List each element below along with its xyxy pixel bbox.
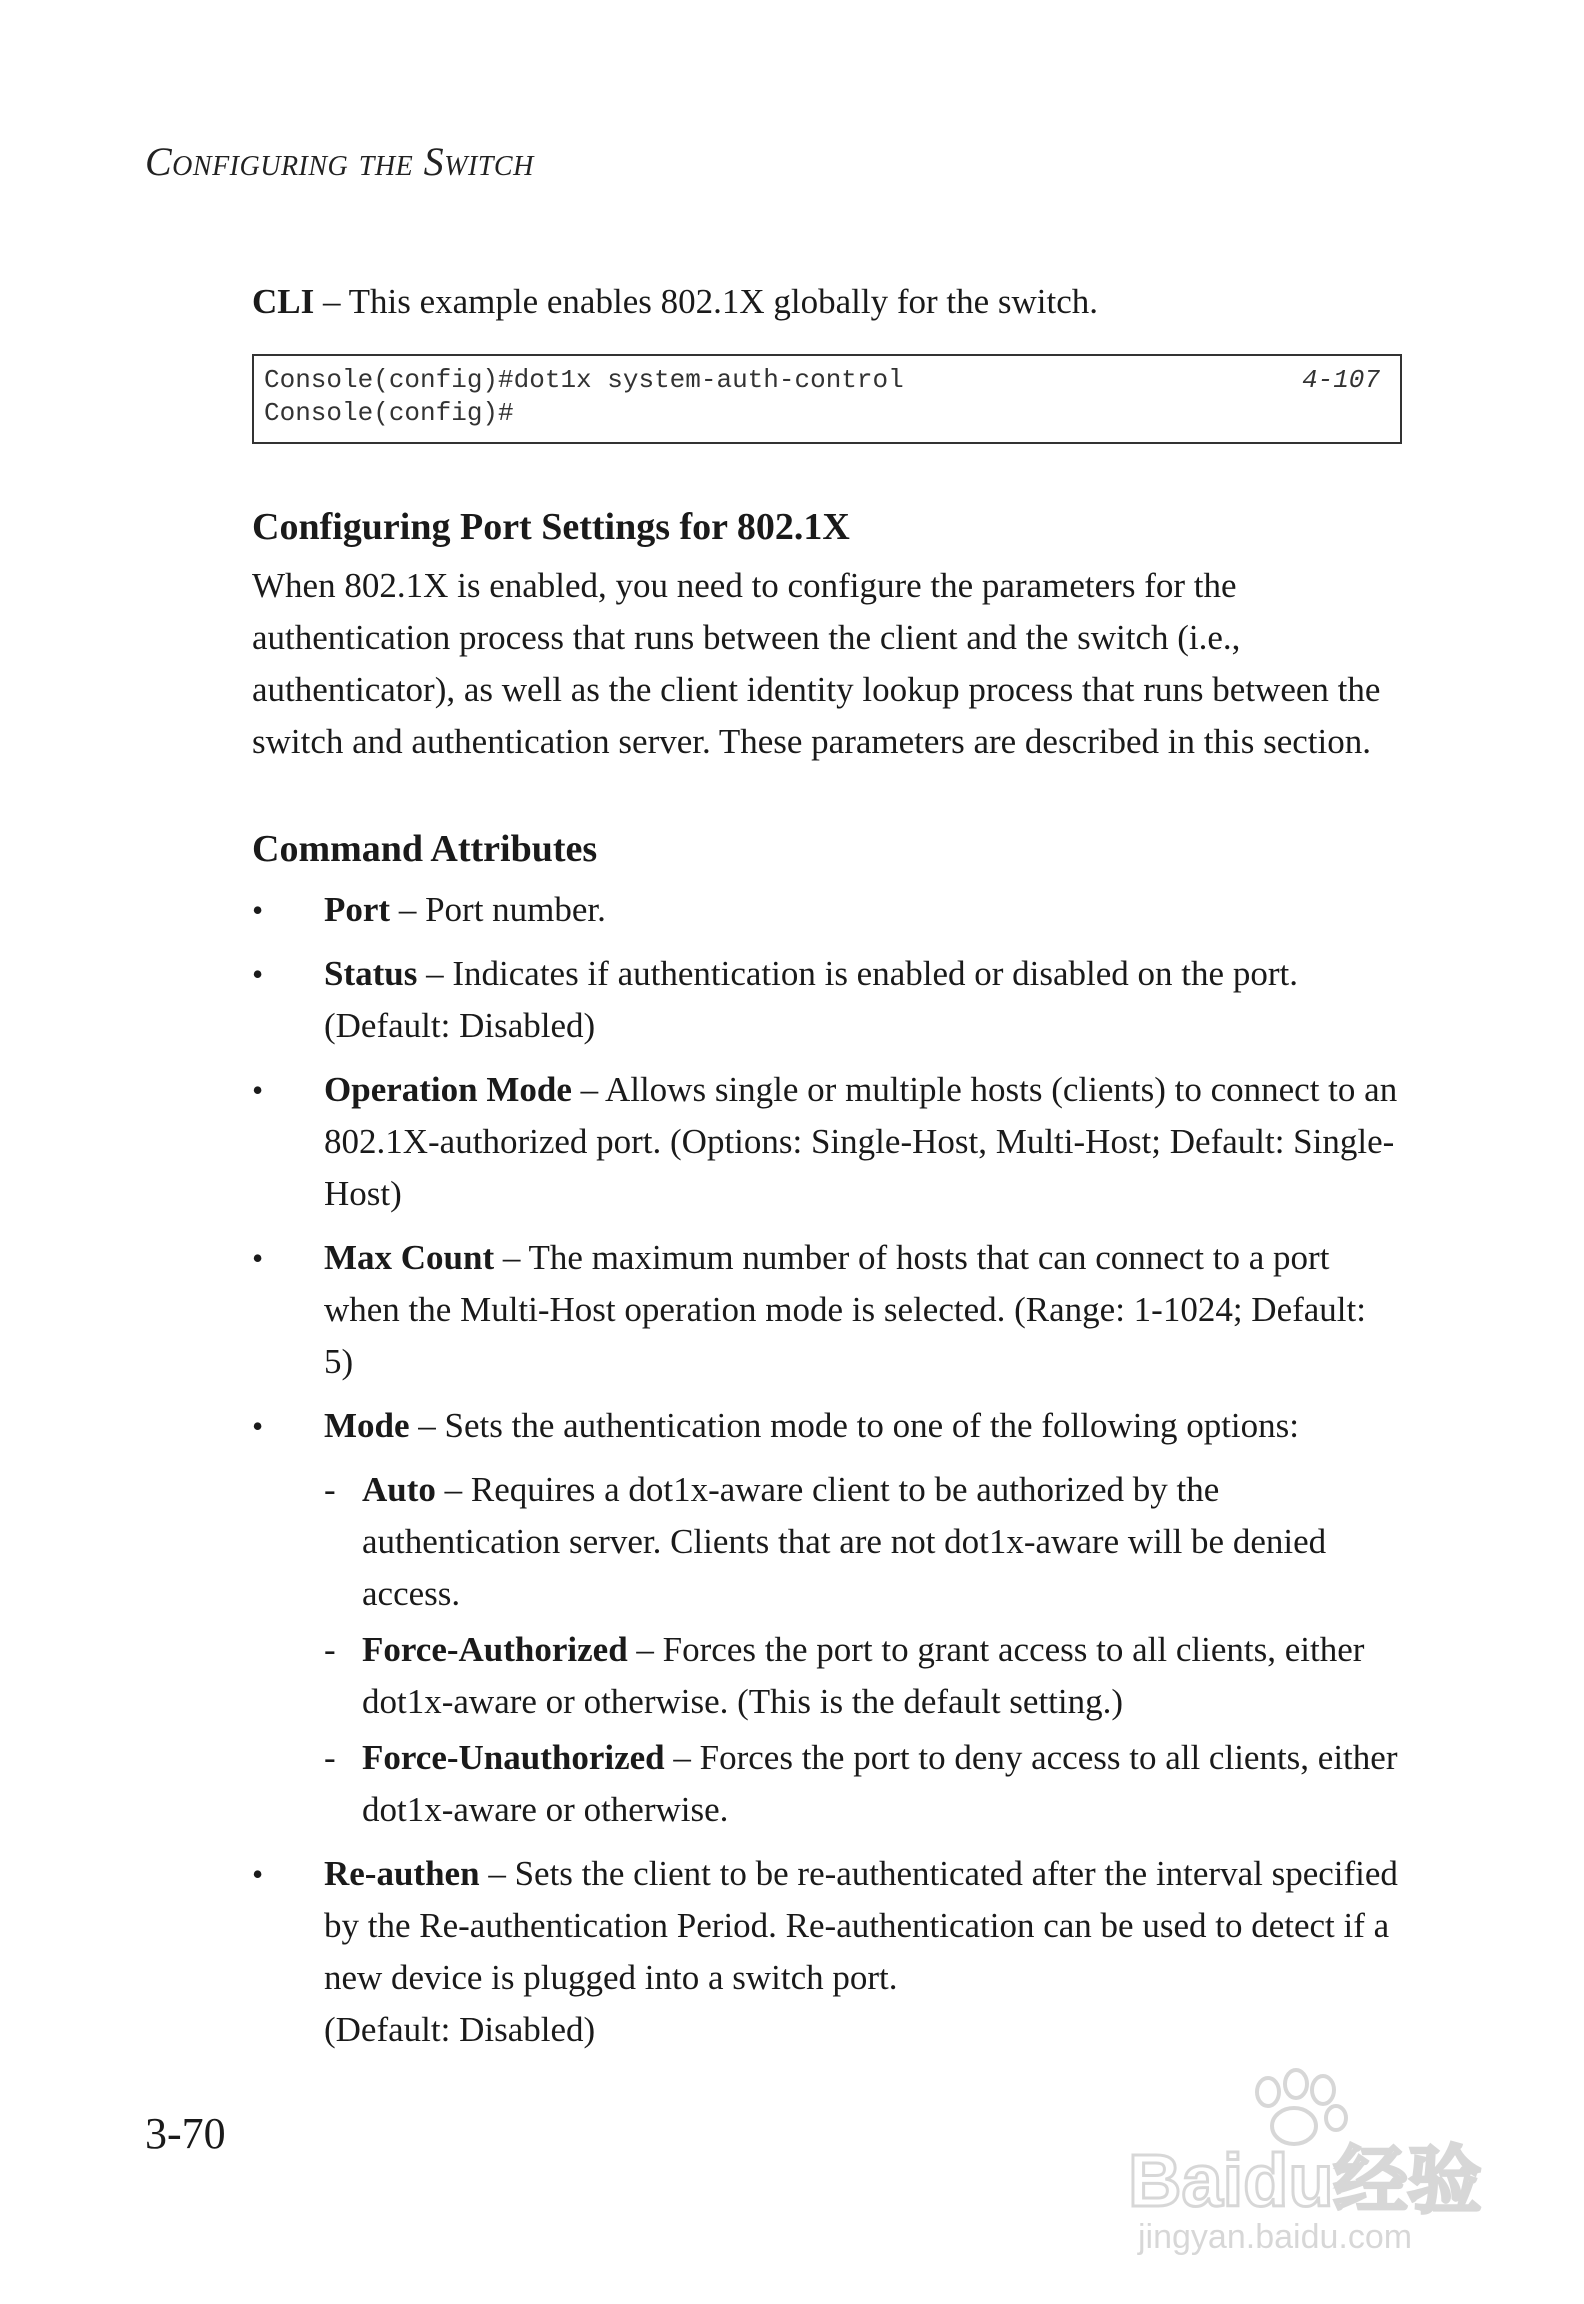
bullet: • bbox=[252, 1856, 264, 1892]
dash: - bbox=[324, 1470, 336, 1509]
code-prompt: Console(config)# bbox=[264, 398, 514, 428]
dash: - bbox=[324, 1738, 336, 1777]
mode-option-term: Auto bbox=[362, 1470, 436, 1509]
watermark-brand: Baidu经验 bbox=[1128, 2139, 1482, 2222]
page-content bbox=[252, 276, 1402, 2068]
mode-option-term: Force-Unauthorized bbox=[362, 1738, 665, 1777]
code-line-1 bbox=[264, 364, 1380, 397]
list-item bbox=[252, 1064, 1402, 1220]
attribute-list bbox=[252, 884, 1402, 2056]
section-heading-command-attributes: Command Attributes bbox=[252, 828, 598, 870]
code-command: Console(config)#dot1x system-auth-control bbox=[264, 365, 904, 395]
list-item bbox=[252, 948, 1402, 1052]
bullet: • bbox=[252, 956, 264, 992]
mode-option-term: Force-Authorized bbox=[362, 1630, 628, 1669]
attribute-description: – Indicates if authentication is enabled or disabled on the port. (Default: Disabled) bbox=[324, 954, 1298, 1045]
mode-option-description: – Forces the port to grant access to all clients, either dot1x-aware or otherwise. (This is the default setting.) bbox=[362, 1630, 1365, 1721]
list-item bbox=[252, 1400, 1402, 1836]
section-paragraph: When 802.1X is enabled, you need to configure the parameters for the authentication process that runs between the client and the switch (i.e., authenticator), as well as the client identity lookup process that runs between the switch and authentication server. These parameters are described in this section. bbox=[252, 566, 1381, 761]
bullet: • bbox=[252, 1240, 264, 1276]
attribute-term: Re-authen bbox=[324, 1854, 480, 1893]
cli-label: CLI bbox=[252, 282, 315, 321]
running-head: Configuring the Switch bbox=[145, 139, 534, 184]
cli-intro-text: – This example enables 802.1X globally for the switch. bbox=[314, 282, 1099, 321]
code-page-reference: 4-107 bbox=[1301, 365, 1380, 395]
mode-option-description: – Requires a dot1x-aware client to be authorized by the authentication server. Clients that are not dot1x-aware will be denied access. bbox=[362, 1470, 1327, 1613]
cli-intro bbox=[252, 276, 1402, 328]
attribute-description: – Allows single or multiple hosts (clients) to connect to an 802.1X-authorized port. (Options: Single-Host, Multi-Host; Default: Single-Host) bbox=[324, 1070, 1398, 1213]
baidu-watermark bbox=[1118, 2056, 1488, 2256]
sub-list-item bbox=[324, 1624, 1402, 1728]
bullet: • bbox=[252, 1408, 264, 1444]
attribute-description: – Sets the authentication mode to one of the following options: bbox=[409, 1406, 1299, 1445]
code-line-2 bbox=[264, 397, 1380, 430]
attribute-term: Port bbox=[324, 890, 391, 929]
paw-icon bbox=[1257, 2070, 1346, 2144]
attribute-term: Mode bbox=[324, 1406, 410, 1445]
page-number: 3-70 bbox=[145, 2109, 226, 2158]
bullet: • bbox=[252, 892, 264, 928]
list-item bbox=[252, 1232, 1402, 1388]
attribute-term: Max Count bbox=[324, 1238, 495, 1277]
mode-option-description: – Forces the port to deny access to all clients, either dot1x-aware or otherwise. bbox=[362, 1738, 1398, 1829]
section-heading-port-settings: Configuring Port Settings for 802.1X bbox=[252, 506, 850, 548]
attribute-description: – Sets the client to be re-authenticated after the interval specified by the Re-authentication Period. Re-authentication can be used to detect if a new device is plugged into a switch port. bbox=[324, 1854, 1398, 1997]
attribute-description: – The maximum number of hosts that can connect to a port when the Multi-Host operation mode is selected. (Range: 1-1024; Default: 5) bbox=[324, 1238, 1366, 1381]
attribute-default: (Default: Disabled) bbox=[324, 2010, 596, 2049]
watermark-url: jingyan.baidu.com bbox=[1138, 2218, 1413, 2256]
list-item bbox=[252, 1848, 1402, 2056]
attribute-term: Status bbox=[324, 954, 418, 993]
sub-list-item bbox=[324, 1464, 1402, 1620]
list-item bbox=[252, 884, 1402, 936]
code-example bbox=[252, 354, 1402, 444]
attribute-description: – Port number. bbox=[390, 890, 606, 929]
sub-list-item bbox=[324, 1732, 1402, 1836]
dash: - bbox=[324, 1630, 336, 1669]
bullet: • bbox=[252, 1072, 264, 1108]
mode-options-list bbox=[324, 1464, 1402, 1836]
attribute-term: Operation Mode bbox=[324, 1070, 572, 1109]
